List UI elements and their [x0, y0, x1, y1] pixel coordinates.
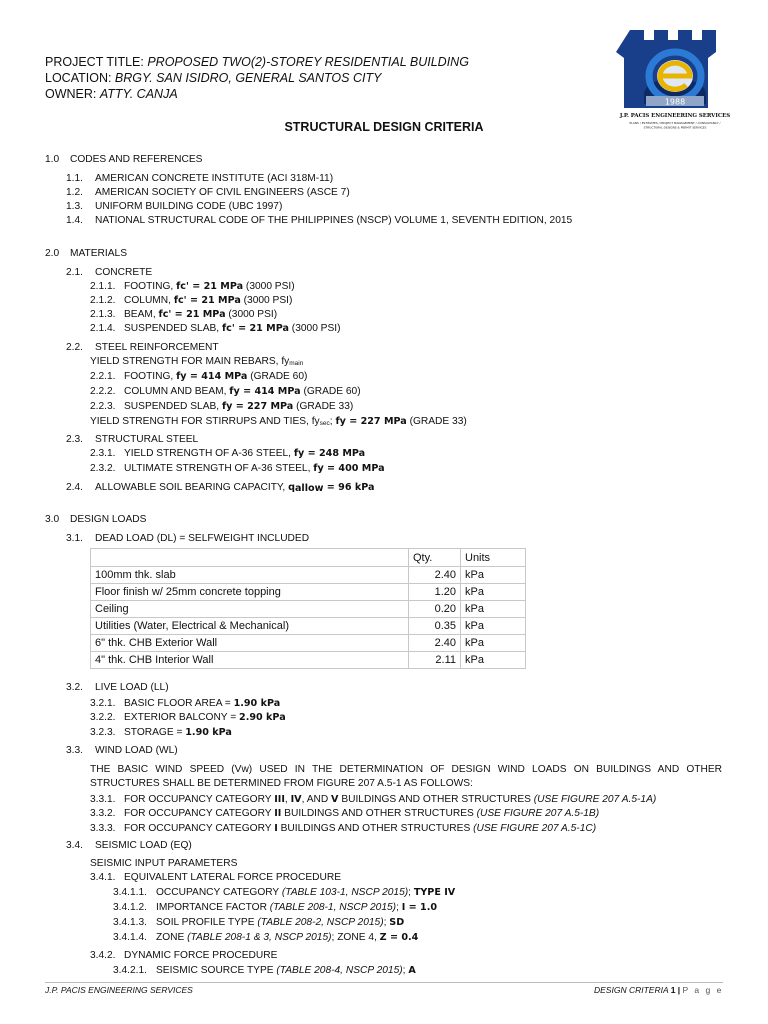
logo-tagline-2: STRUCTURAL DESIGNS & PERMIT SERVICES [643, 125, 707, 130]
project-title-line [45, 54, 469, 70]
page-separator: | [675, 985, 683, 995]
list-item: 3.4.1.1. OCCUPANCY CATEGORY (TABLE 103-1, NSCP 2015); TYPE IV [113, 887, 456, 898]
list-item: 2.1.2. COLUMN, fc' = 21 MPa (3000 PSI) [90, 295, 293, 306]
subsection-wind-load: 3.3. WIND LOAD (WL) [66, 745, 178, 756]
location-line [45, 70, 381, 86]
list-item: 3.4.1.4. ZONE (TABLE 208-1 & 3, NSCP 2015); ZONE 4, Z = 0.4 [113, 932, 419, 943]
owner-value: ATTY. CANJA [99, 87, 178, 101]
footer-divider [45, 982, 723, 983]
project-title-value: PROPOSED TWO(2)-STOREY RESIDENTIAL BUILDING [147, 55, 469, 69]
section-1-heading: 1.0 CODES AND REFERENCES [45, 154, 203, 165]
list-item: 3.3.3. FOR OCCUPANCY CATEGORY I BUILDINGS AND OTHER STRUCTURES (USE FIGURE 207 A.5-1C) [90, 823, 597, 834]
table-row: Utilities (Water, Electrical & Mechanical) 0.35 kPa [91, 618, 526, 635]
table-row: 6" thk. CHB Exterior Wall 2.40 kPa [91, 635, 526, 652]
owner-label: OWNER: [45, 87, 100, 101]
list-item: 1.2. AMERICAN SOCIETY OF CIVIL ENGINEERS (ASCE 7) [66, 187, 350, 198]
table-row: Floor finish w/ 25mm concrete topping 1.20 kPa [91, 584, 526, 601]
yield-stirrups-line: YIELD STRENGTH FOR STIRRUPS AND TIES, fysec; fy = 227 MPa (GRADE 33) [90, 416, 467, 427]
list-item: 3.3.2. FOR OCCUPANCY CATEGORY II BUILDINGS AND OTHER STRUCTURES (USE FIGURE 207 A.5-1B) [90, 808, 600, 819]
list-item: 2.1.1. FOOTING, fc' = 21 MPa (3000 PSI) [90, 281, 295, 292]
list-item: 2.3.2. ULTIMATE STRENGTH OF A-36 STEEL, fy = 400 MPa [90, 463, 385, 474]
list-item: 2.3.1. YIELD STRENGTH OF A-36 STEEL, fy = 248 MPa [90, 448, 366, 459]
section-3-heading: 3.0 DESIGN LOADS [45, 514, 147, 525]
seismic-intro: SEISMIC INPUT PARAMETERS [90, 858, 238, 869]
list-item: 3.4.1.3. SOIL PROFILE TYPE (TABLE 208-2, NSCP 2015); SD [113, 917, 405, 928]
subsection-live-load: 3.2. LIVE LOAD (LL) [66, 682, 169, 693]
footer-doc-name: DESIGN CRITERIA [594, 985, 669, 995]
subsection-concrete: 2.1. CONCRETE [66, 267, 153, 278]
owner-line [45, 86, 178, 102]
wind-paragraph: THE BASIC WIND SPEED (Vw) USED IN THE DETERMINATION OF DESIGN WIND LOADS ON BUILDINGS AND OTHER STRUCTURES SHALL BE DETERMINED FROM FIGURE 207 A.5-1 AS FOLLOWS: [90, 764, 722, 789]
list-item: 3.2.1. BASIC FLOOR AREA = 1.90 kPa [90, 698, 281, 709]
location-label: LOCATION: [45, 71, 115, 85]
soil-bearing-line: 2.4. ALLOWABLE SOIL BEARING CAPACITY, qallow = 96 kPa [66, 482, 375, 494]
list-item: 2.1.4. SUSPENDED SLAB, fc' = 21 MPa (3000 PSI) [90, 323, 341, 334]
yield-main-line: YIELD STRENGTH FOR MAIN REBARS, fymain [90, 356, 304, 367]
logo-company-name: J.P. PACIS ENGINEERING SERVICES [619, 113, 731, 119]
list-item: 2.2.2. COLUMN AND BEAM, fy = 414 MPa (GRADE 60) [90, 386, 361, 397]
section-2-heading: 2.0 MATERIALS [45, 248, 127, 259]
castle-tower-icon [616, 26, 734, 134]
list-item: 3.3.1. FOR OCCUPANCY CATEGORY III, IV, AND V BUILDINGS AND OTHER STRUCTURES (USE FIGURE 207 A.5-1A) [90, 794, 657, 805]
list-item: 1.1. AMERICAN CONCRETE INSTITUTE (ACI 318M-11) [66, 173, 334, 184]
list-item: 3.2.3. STORAGE = 1.90 kPa [90, 727, 232, 738]
location-value: BRGY. SAN ISIDRO, GENERAL SANTOS CITY [114, 71, 382, 85]
dfp-heading: 3.4.2. DYNAMIC FORCE PROCEDURE [90, 950, 278, 961]
list-item: 3.4.1.2. IMPORTANCE FACTOR (TABLE 208-1, NSCP 2015); I = 1.0 [113, 902, 438, 913]
page-number: 1 [670, 985, 676, 995]
subsection-structural-steel: 2.3. STRUCTURAL STEEL [66, 434, 199, 445]
list-item: 2.1.3. BEAM, fc' = 21 MPa (3000 PSI) [90, 309, 278, 320]
dead-load-table [90, 548, 526, 669]
table-row: 4" thk. CHB Interior Wall 2.11 kPa [91, 652, 526, 669]
logo-year: 1988 [664, 97, 686, 107]
table-row: Ceiling 0.20 kPa [91, 601, 526, 618]
page-word: P a g e [682, 985, 724, 995]
list-item: 2.2.1. FOOTING, fy = 414 MPa (GRADE 60) [90, 371, 308, 382]
elf-heading: 3.4.1. EQUIVALENT LATERAL FORCE PROCEDURE [90, 872, 341, 883]
footer-page-info [594, 985, 723, 995]
list-item: 3.2.2. EXTERIOR BALCONY = 2.90 kPa [90, 712, 286, 723]
project-title-label: PROJECT TITLE: [45, 55, 148, 69]
logo-tagline-1: PLANS / ESTIMATES / PROJECT MANAGEMENT / CONSULTANCY / [629, 121, 721, 125]
list-item: 1.3. UNIFORM BUILDING CODE (UBC 1997) [66, 201, 283, 212]
list-item: 2.2.3. SUSPENDED SLAB, fy = 227 MPa (GRADE 33) [90, 401, 354, 412]
subsection-steel: 2.2. STEEL REINFORCEMENT [66, 342, 219, 353]
table-header-row: Qty. Units [91, 549, 526, 567]
company-logo [616, 26, 734, 134]
footer-company: J.P. PACIS ENGINEERING SERVICES [45, 985, 193, 995]
subsection-seismic-load: 3.4. SEISMIC LOAD (EQ) [66, 840, 192, 851]
table-row: 100mm thk. slab 2.40 kPa [91, 567, 526, 584]
list-item: 3.4.2.1. SEISMIC SOURCE TYPE (TABLE 208-4, NSCP 2015); A [113, 965, 416, 976]
document-title: STRUCTURAL DESIGN CRITERIA [284, 120, 484, 134]
list-item: 1.4. NATIONAL STRUCTURAL CODE OF THE PHILIPPINES (NSCP) VOLUME 1, SEVENTH EDITION, 2015 [66, 215, 573, 226]
subsection-dead-load: 3.1. DEAD LOAD (DL) = SELFWEIGHT INCLUDED [66, 533, 310, 544]
